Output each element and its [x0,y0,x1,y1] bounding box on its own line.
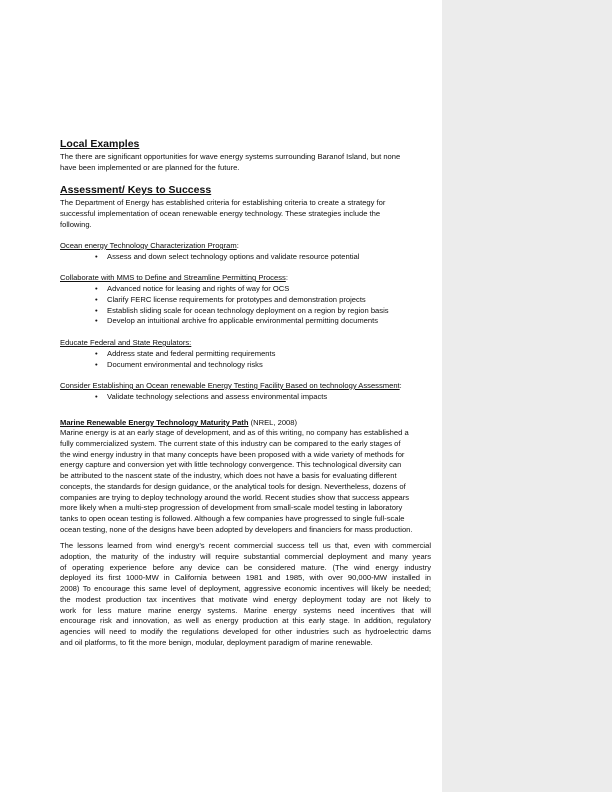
body-line: The Department of Energy has established criteria for establishing criteria to create a strategy for [60,198,386,207]
body-line: Marine energy is at an early stage of development, and as of this writing, no company has established a [60,428,409,437]
body-line: deployed its first 1000-MW in California between 1981 and 1985, with over 90,000-MW installed in [60,573,431,583]
bullet-item: • Assess and down select technology options and validate resource potential [107,252,359,262]
body-line: more likely when a multi-step progression of development from small-scale model testing in laboratory [60,503,403,513]
body-line: The lessons learned from wind energy’s recent commercial success tell us that, even with commercial [60,541,431,550]
body-line: work for less mature marine energy systems. Marine energy systems need incentives that will [60,605,431,615]
body-line: successful implementation of ocean renewable energy technology. These strategies include the [60,209,381,218]
group-title: Ocean energy Technology Characterization Program: [60,241,239,250]
maturity-heading-line: Marine Renewable Energy Technology Maturity Path (NREL, 2008) [60,418,298,427]
comment-margin [442,0,612,792]
body-line: energy capture and conversion yet with little technology convergence. This technological diversity can [60,460,402,470]
body-line: have been implemented or are planned for the future. [60,163,240,172]
group-title: Educate Federal and State Regulators: [60,338,192,347]
body-line: fully commercialized system. The current state of this industry can be compared to the early stages of [60,438,401,448]
group-title: Consider Establishing an Ocean renewable Energy Testing Facility Based on technology Assessment: [60,381,402,390]
bullet-item: • Validate technology selections and assess environmental impacts [107,392,327,402]
body-line: tanks to open ocean testing is followed. Although a few companies have progressed to single full-scale [60,514,405,523]
group-title: Collaborate with MMS to Define and Streamline Permitting Process: [60,273,288,282]
body-line: companies are trying to deploy technology around the world. Recent studies show that success appears [60,492,410,502]
body-line: ocean testing, none of the designs have been adopted by developers and financiers for mass production. [60,524,413,534]
body-line: encourage risk and innovation, as well as energy production at this early stage. In addition, regulatory [60,616,431,626]
bullet-item: • Address state and federal permitting requirements [107,349,275,359]
bullet-item: • Clarify FERC license requirements for prototypes and demonstration projects [107,295,366,305]
body-line: of operating experience before any device can be considered mature. (The wind energy industry [60,562,431,572]
body-line: 2008) To encourage this same level of deployment, aggressive economic incentives will likely be needed; [60,584,431,593]
body-line: and oil platforms, to fit the more benign, modular, deployment paradigm of marine renewable. [60,637,373,647]
body-line: following. [60,220,92,229]
body-line: The there are significant opportunities for wave energy systems surrounding Baranof Island, but none [60,152,401,161]
bullet-item: • Develop an intuitional archive fro applicable environmental permitting documents [107,316,378,326]
body-line: concepts, the standards for design guidance, or the analytical tools for design. Nevertheless, dozens of [60,481,406,491]
body-line: adoption, the maturity of the industry will require substantial commercial deployment and many years [60,551,431,561]
heading-local-examples: Local Examples [60,138,140,150]
body-line: agencies will need to modify the regulations developed for other industries such as hydroelectric dams [60,627,431,636]
body-line: the modest production tax incentives that motivate wind energy deployment today are not likely to [60,594,431,604]
bullet-item: • Document environmental and technology risks [107,360,263,370]
body-line: be attributed to the nascent state of the industry, which does not have a basis for evaluating different [60,471,397,480]
body-line: the wind energy industry in that many concepts have been proposed with a wide variety of methods for [60,449,405,459]
bullet-item: • Establish sliding scale for ocean technology deployment on a region by region basis [107,306,389,316]
heading-assessment: Assessment/ Keys to Success [60,184,212,196]
bullet-item: • Advanced notice for leasing and rights of way for OCS [107,284,289,294]
